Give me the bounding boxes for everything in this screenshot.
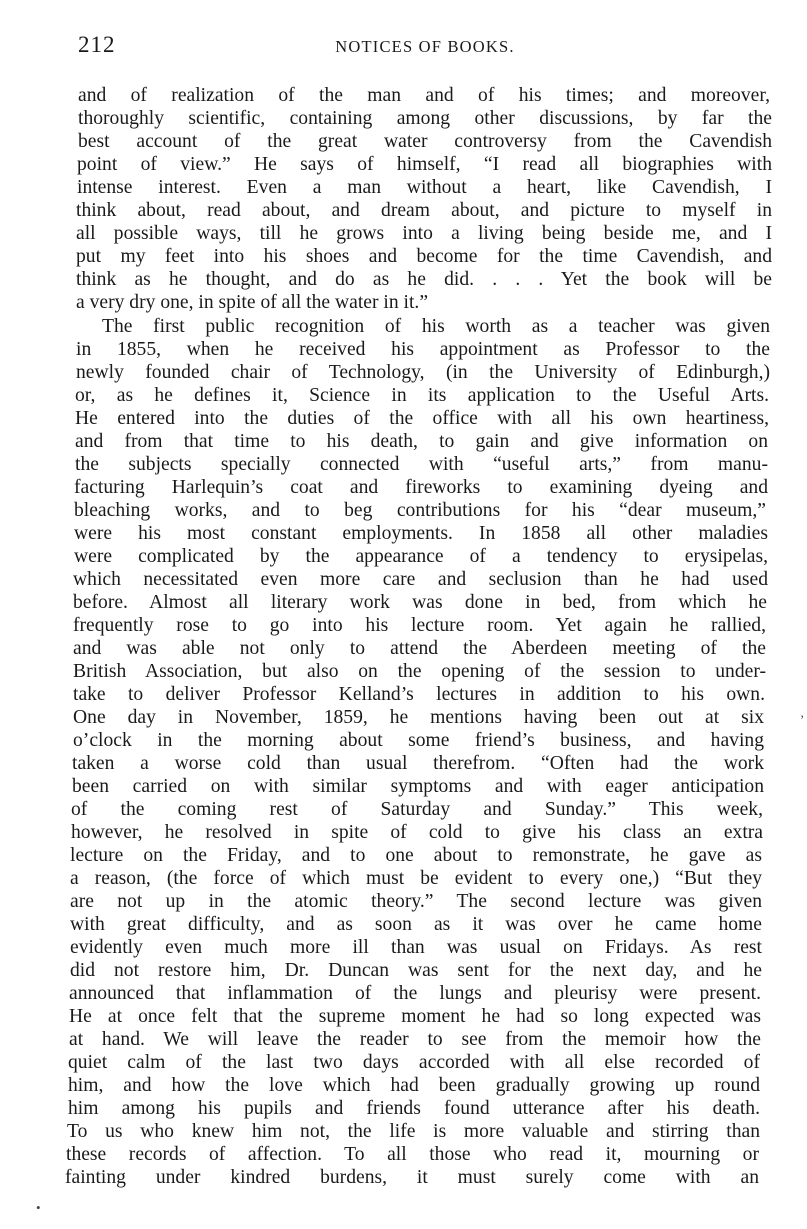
text-line: frequently rose to go into his lecture room. Yet again he rallied, <box>73 615 766 636</box>
text-line: facturing Harlequin’s coat and fireworks to examining dyeing and <box>74 477 768 498</box>
text-line: point of view.” He says of himself, “I read all biographies with <box>77 154 772 175</box>
text-line: him, and how the love which had been gradually growing up round <box>68 1075 760 1096</box>
text-line: these records of affection. To all those who read it, mourning or <box>66 1144 759 1165</box>
text-line: quiet calm of the last two days accorded with all else recorded of <box>68 1052 760 1073</box>
text-line: in 1855, when he received his appointment as Professor to the <box>76 339 770 360</box>
text-line: taken a worse cold than usual therefrom. “Often had the work <box>72 753 764 774</box>
text-line: him among his pupils and friends found utterance after his death. <box>68 1098 760 1119</box>
text-line: at hand. We will leave the reader to see from the memoir how the <box>69 1029 761 1050</box>
text-line: are not up in the atomic theory.” The second lecture was given <box>70 891 762 912</box>
text-line: fainting under kindred burdens, it must surely come with an <box>65 1167 759 1188</box>
text-line: lecture on the Friday, and to one about to remonstrate, he gave as <box>70 845 762 866</box>
text-line: One day in November, 1859, he mentions having been out at six <box>73 707 764 728</box>
text-line: o’clock in the morning about some friend’s business, and having <box>73 730 764 751</box>
text-line: all possible ways, till he grows into a living being beside me, and I <box>76 223 772 244</box>
text-line: or, as he defines it, Science in its application to the Useful Arts. <box>75 385 769 406</box>
running-title: NOTICES OF BOOKS. <box>335 37 515 56</box>
text-line: put my feet into his shoes and become for the time Cavendish, and <box>76 246 772 267</box>
text-line: been carried on with similar symptoms and with eager anticipation <box>72 776 764 797</box>
text-line-last: a very dry one, in spite of all the water in it.” <box>76 292 429 313</box>
scan-speck: • <box>36 1200 41 1215</box>
text-line: think about, read about, and dream about, and picture to myself in <box>76 200 772 221</box>
text-line: bleaching works, and to beg contributions for his “dear museum,” <box>74 500 766 521</box>
text-line: were complicated by the appearance of a tendency to erysipelas, <box>74 546 768 567</box>
text-line: the subjects specially connected with “useful arts,” from manu- <box>75 454 768 475</box>
text-line: announced that inflammation of the lungs and pleurisy were present. <box>69 983 761 1004</box>
text-line: of the coming rest of Saturday and Sunday.” This week, <box>71 799 763 820</box>
text-line: intense interest. Even a man without a heart, like Cavendish, I <box>77 177 772 198</box>
text-line-indent: The first public recognition of his worth as a teacher was given <box>102 316 770 337</box>
text-line: newly founded chair of Technology, (in the University of Edinburgh,) <box>76 362 770 383</box>
text-line: best account of the great water controversy from the Cavendish <box>78 131 772 152</box>
text-line: and of realization of the man and of his times; and moreover, <box>78 85 770 106</box>
text-line: a reason, (the force of which must be evident to every one,) “But they <box>70 868 762 889</box>
text-line: before. Almost all literary work was done in bed, from which he <box>73 592 767 613</box>
running-head <box>78 32 772 62</box>
text-line: thoroughly scientific, containing among other discussions, by far the <box>78 108 772 129</box>
text-line: did not restore him, Dr. Duncan was sent for the next day, and he <box>70 960 762 981</box>
text-line: which necessitated even more care and seclusion than he had used <box>73 569 768 590</box>
text-line: were his most constant employments. In 1858 all other maladies <box>74 523 768 544</box>
text-line: and from that time to his death, to gain and give information on <box>75 431 768 452</box>
page-number: 212 <box>78 32 116 57</box>
text-line: and was able not only to attend the Aberdeen meeting of the <box>73 638 766 659</box>
text-line: however, he resolved in spite of cold to give his class an extra <box>71 822 763 843</box>
text-line: take to deliver Professor Kelland’s lectures in addition to his own. <box>73 684 765 705</box>
text-line: evidently even much more ill than was usual on Fridays. As rest <box>70 937 762 958</box>
scan-speck: ’ <box>800 712 805 727</box>
text-line: think as he thought, and do as he did. . . . Yet the book will be <box>76 269 772 290</box>
text-line: with great difficulty, and as soon as it was over he came home <box>70 914 762 935</box>
text-line: He entered into the duties of the office with all his own heartiness, <box>75 408 769 429</box>
text-line: British Association, but also on the opening of the session to under- <box>73 661 766 682</box>
text-line: He at once felt that the supreme moment he had so long expected was <box>69 1006 761 1027</box>
text-line: To us who knew him not, the life is more valuable and stirring than <box>67 1121 760 1142</box>
